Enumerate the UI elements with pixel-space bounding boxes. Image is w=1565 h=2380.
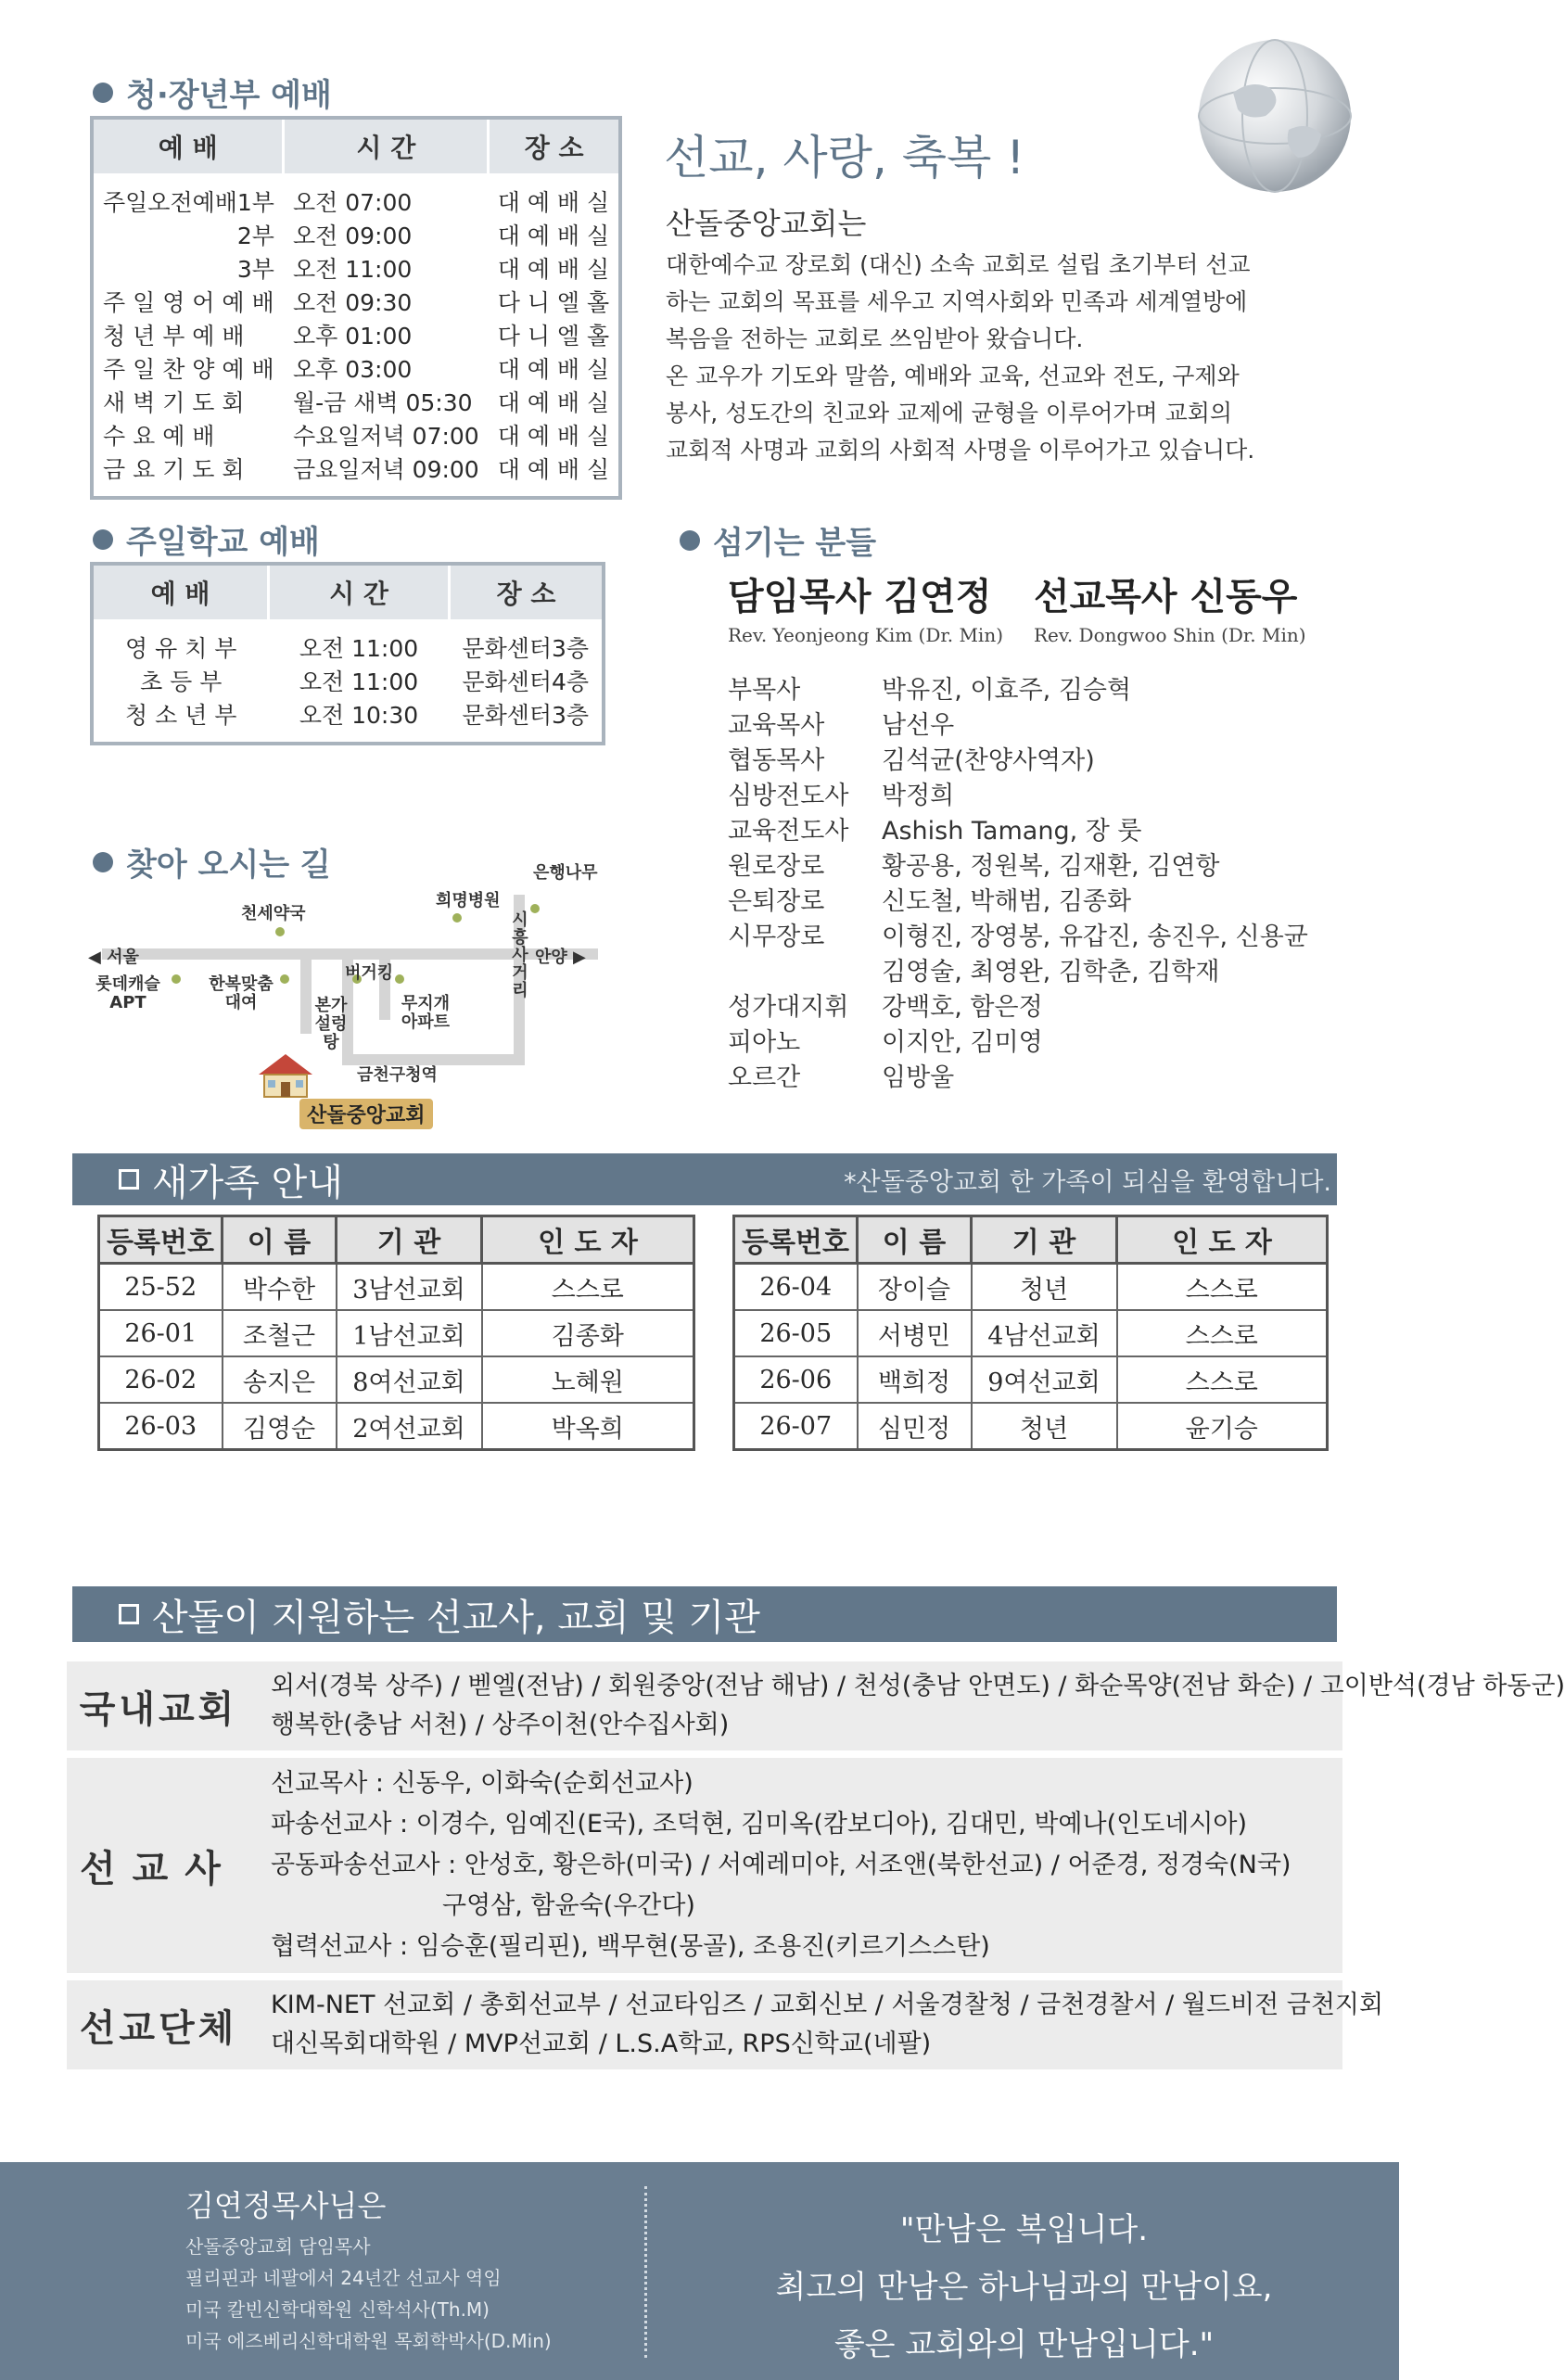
list-item: 선교목사 : 신동우, 이화숙(순회선교사) [271,1769,693,1798]
list-item: 미국 칼빈신학대학원 신학석사(Th.M) [185,2298,490,2321]
welcome-text: *산돌중앙교회 한 가족이 되심을 환영합니다. [844,1167,1331,1197]
support-title: 산돌이 지원하는 선교사, 교회 및 기관 [152,1596,760,1639]
church-icon [253,1049,318,1105]
table-row: 25-52 박수한 3남선교회 스스로 [99,1264,694,1311]
list-item: 대신목회대학원 / MVP선교회 / L.S.A학교, RPS신학교(네팔) [271,2030,932,2058]
table-row: 26-01 조철근 1남선교회 김종화 [99,1310,694,1356]
sunday-school-title: 주일학교 예배 [93,516,320,562]
support-missionaries [67,1758,1342,1973]
table-row: 26-06 백희정 9여선교회 스스로 [734,1356,1328,1403]
list-item: 오르간 임방울 [728,1063,955,1092]
support-organizations [67,1980,1384,2069]
list-item: 피아노 이지안, 김미영 [728,1028,1043,1057]
support-bar [72,1586,1337,1642]
label-seoul: ◀ 서울 [88,948,139,967]
table-header: 예 배 [92,564,269,619]
table-row: 26-04 장이슬 청년 스스로 [734,1264,1328,1311]
list-item: 원로장로 황공용, 정원복, 김재환, 김연항 [728,852,1220,881]
list-item: 교육목사 남선우 [728,711,955,740]
list-item: 협동목사 김석균(찬양사역자) [728,746,1095,775]
label-burger: 버거킹 [345,963,394,983]
new-family-table-left: 등록번호 이 름 기 관 인 도 자 25-52 박수한 3남선교회 스스로 26-01 조철근 1남선교회 김종화 26-02 송지은 8여선교회 노혜원 26-03 김영순 2여선교회 박옥희 [97,1215,695,1451]
directions-map [88,858,626,1136]
intro-paragraph-1: 대한예수교 장로회 (대신) 소속 교회로 설립 초기부터 선교하는 교회의 목표를 세우고 지역사회와 민족과 세계열방에 복음을 전하는 교회로 쓰임받아 왔습니다. [666,251,1251,352]
table-row: 청 소 년 부 오전 10:30 문화센터3층 [125,702,590,729]
adult-worship-title: 청·장년부 예배 [93,70,332,115]
list-item: 성가대지휘 강백호, 함은정 [728,993,1043,1022]
list-item: 협력선교사 : 임승훈(필리핀), 백무현(몽골), 조용진(키르기스스탄) [271,1932,990,1961]
table-header: 장 소 [450,564,604,619]
list-item: 부목사 박유진, 이효주, 김승혁 [728,676,1132,705]
mission-pastor-name: 선교목사 신동우 [1034,576,1298,618]
list-item: 미국 에즈베리신학대학원 목회학박사(D.Min) [185,2330,552,2352]
table-row: 금 요 기 도 회 금요일저녁 09:00 대 예 배 실 [103,456,610,483]
pastor-bio [185,2231,552,2357]
table-row: 2부 오전 09:00 대 예 배 실 [236,223,610,249]
organizations-label: 선교단체 [79,2006,238,2050]
list-item: 외서(경북 상주) / 벧엘(전남) / 회원중앙(전남 해남) / 천성(충남 안면도) / 화순목양(전남 화순) / 고이반석(경남 하동군) [271,1672,1565,1700]
table-row: 주일오전예배1부 오전 07:00 대 예 배 실 [103,189,610,216]
table-row: 주 일 찬 양 예 배 오후 03:00 대 예 배 실 [103,356,610,383]
list-item: 심방전도사 박정희 [728,782,955,810]
church-name: 산돌중앙교회는 [666,206,867,241]
square-icon [119,1604,139,1624]
label-hanbok: 한복맞춤 대여 [209,974,274,1012]
table-row: 영 유 치 부 오전 11:00 문화센터3층 [125,635,590,662]
table-row: 26-05 서병민 4남선교회 스스로 [734,1310,1328,1356]
sunday-school-table [90,562,605,745]
table-row: 26-03 김영순 2여선교회 박옥희 [99,1403,694,1450]
table-row: 26-02 송지은 8여선교회 노혜원 [99,1356,694,1403]
list-item: 구영삼, 함윤숙(우간다) [442,1891,695,1920]
label-station: 금천구청역 [357,1065,438,1085]
new-family-title: 새가족 안내 [152,1161,343,1204]
list-item: KIM-NET 선교회 / 총회선교부 / 선교타임즈 / 교회신보 / 서울경찰청 / 금천경찰서 / 월드비전 금천지회 [271,1991,1384,2019]
label-siheung: 시흥사거리 [512,910,528,1000]
table-row: 26-07 심민정 청년 윤기승 [734,1403,1328,1450]
bullet-icon [93,529,113,550]
adult-worship-table [90,116,622,500]
list-item: 교육전도사 Ashish Tamang, 장 룻 [728,817,1142,846]
list-item: 은퇴장로 신도철, 박해범, 김종화 [728,887,1132,916]
support-domestic [67,1661,1565,1750]
missionaries-label: 선교사 [80,1847,237,1890]
directions-title: 찾아 오시는 길 [93,839,331,885]
staff-list [728,673,1368,1096]
new-family-bar [72,1153,1337,1205]
label-lotte: 롯데캐슬 APT [95,974,160,1012]
domestic-label: 국내교회 [79,1687,238,1731]
list-item: 필리핀과 네팔에서 24년간 선교사 역임 [185,2267,502,2289]
mission-pastor-en: Rev. Dongwoo Shin (Dr. Min) [1034,624,1306,646]
list-item: 행복한(충남 서천) / 상주이천(안수집사회) [271,1711,730,1739]
list-item: 파송선교사 : 이경수, 임예진(E국), 조덕현, 김미옥(캄보디아), 김대민, 박예나(인도네시아) [271,1810,1248,1839]
table-header: 장 소 [489,118,620,173]
table-header: 시 간 [284,118,489,173]
label-muji: 무지개 아파트 [401,994,451,1032]
senior-pastor-en: Rev. Yeonjeong Kim (Dr. Min) [728,624,1004,646]
table-row: 청 년 부 예 배 오후 01:00 다 니 엘 홀 [103,323,610,350]
intro-paragraph-2: 온 교우가 기도와 말씀, 예배와 교육, 선교와 전도, 구제와 봉사, 성도간의 친교와 교제에 균형을 이루어가며 교회의 교회적 사명과 교회의 사회적 사명을 이루어가고 있습니다. [666,363,1255,464]
label-bonga: 본가 설렁탕 [314,996,348,1052]
bullet-icon [93,83,113,103]
table-header: 예 배 [92,118,284,173]
label-eunhaeng: 은행나무 [533,863,598,883]
table-row: 초 등 부 오전 11:00 문화센터4층 [140,668,590,695]
intro-title: 선교, 사랑, 축복 ! [664,131,1025,185]
bullet-icon [680,530,700,551]
list-item: 공동파송선교사 : 안성호, 황은하(미국) / 서예레미야, 서조앤(북한선교) / 어준경, 정경숙(N국) [271,1851,1291,1879]
table-row: 수 요 예 배 수요일저녁 07:00 대 예 배 실 [103,423,610,450]
footer [0,2162,1399,2380]
table-row: 3부 오전 11:00 대 예 배 실 [236,256,610,283]
divider [644,2186,647,2358]
senior-pastor-name: 담임목사 김연정 [728,576,992,618]
road-map [88,858,626,1136]
table-row: 주 일 영 어 예 배 오전 09:30 다 니 엘 홀 [103,289,610,316]
quote: "만남은 복입니다. 최고의 만남은 하나님과의 만남이요, 좋은 교회와의 만남입니다." [775,2211,1273,2363]
new-family-table-right: 등록번호 이 름 기 관 인 도 자 26-04 장이슬 청년 스스로 26-05 서병민 4남선교회 스스로 26-06 백희정 9여선교회 스스로 26-07 심민정 청년 윤기승 [732,1215,1329,1451]
globe-icon [1177,28,1363,213]
pastor-title: 김연정목사님은 [185,2188,387,2223]
table-header: 시 간 [269,564,450,619]
label-hospital: 희명병원 [436,891,501,910]
church-label: 산돌중앙교회 [299,1099,433,1129]
label-anyang: 안양 ▶ [535,948,586,967]
list-item: 김영술, 최영완, 김학춘, 김학재 [882,958,1220,986]
list-item: 시무장로 이형진, 장영봉, 유갑진, 송진우, 신용균 [728,923,1308,951]
square-icon [119,1169,139,1190]
table-row: 새 벽 기 도 회 월-금 새벽 05:30 대 예 배 실 [103,389,610,416]
list-item: 산돌중앙교회 담임목사 [185,2235,371,2258]
label-pharmacy: 천세약국 [241,904,306,923]
servants-title: 섬기는 분들 [680,517,876,563]
